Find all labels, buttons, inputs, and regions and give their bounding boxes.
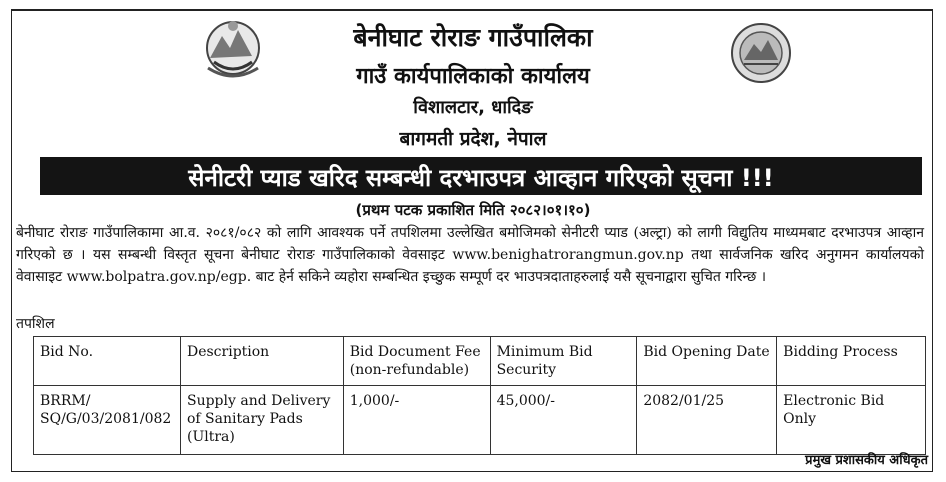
header-bidding-process: Bidding Process [777, 337, 926, 386]
header-document-fee: Bid Document Fee (non-refundable) [343, 337, 490, 386]
notice-title: सेनीटरी प्याड खरिद सम्बन्धी दरभाउपत्र आव्हान गरिएको सूचना !!! [188, 164, 774, 192]
table-row [34, 386, 926, 455]
notice-body: बेनीघाट रोराङ गाउँपालिकामा आ.व. २०८१/०८२ को लागि आवश्यक पर्ने तपशिलमा उल्लेखित बमोजिमको सेनीटरी प्याड (अल्ट्रा) को लागी विद्युतिय माध्यमबाट दरभाउपत्र आव्हान गरिएको छ । यस सम्बन्धी विस्तृत सूचना बेनीघाट रोराङ गाउँपालिकाको वेवसाइट www.benighatrorangmun.gov.np तथा सार्वजनिक खरिद अनुगमन कार्यालयको वेवासाइट www.bolpatra.gov.np/egp. बाट हेर्न सकिने व्यहोरा सम्बन्धित इच्छुक सम्पूर्ण दर भाउपत्रदाताहरुलाई यसै सूचनाद्वारा सुचित गरिन्छ । [16, 225, 924, 285]
cell-bid-no: BRRM/ SQ/G/03/2081/082 [34, 386, 181, 455]
table-header-row [34, 337, 926, 386]
province-country: बागमती प्रदेश, नेपाल [399, 128, 547, 150]
cell-opening-date: 2082/01/25 [637, 386, 777, 455]
municipality-name: बेनीघाट रोराङ गाउँपालिका [353, 23, 593, 52]
signatory-title: प्रमुख प्रशासकीय अधिकृत [805, 453, 928, 468]
bid-table [33, 336, 926, 455]
publication-date: (प्रथम पटक प्रकाशित मिति २०८२।०१।१०) [355, 201, 591, 219]
cell-bidding-process: Electronic Bid Only [777, 386, 926, 455]
office-location: विशालटार, धादिङ [413, 97, 533, 118]
office-name: गाउँ कार्यपालिकाको कार्यालय [356, 64, 590, 89]
header-bid-no: Bid No. [34, 337, 181, 386]
cell-document-fee: 1,000/- [343, 386, 490, 455]
cell-description: Supply and Delivery of Sanitary Pads (Ultra) [180, 386, 343, 455]
details-label: तपशिल [16, 316, 55, 332]
header-opening-date: Bid Opening Date [637, 337, 777, 386]
header-bid-security: Minimum Bid Security [490, 337, 637, 386]
cell-bid-security: 45,000/- [490, 386, 637, 455]
header-description: Description [180, 337, 343, 386]
